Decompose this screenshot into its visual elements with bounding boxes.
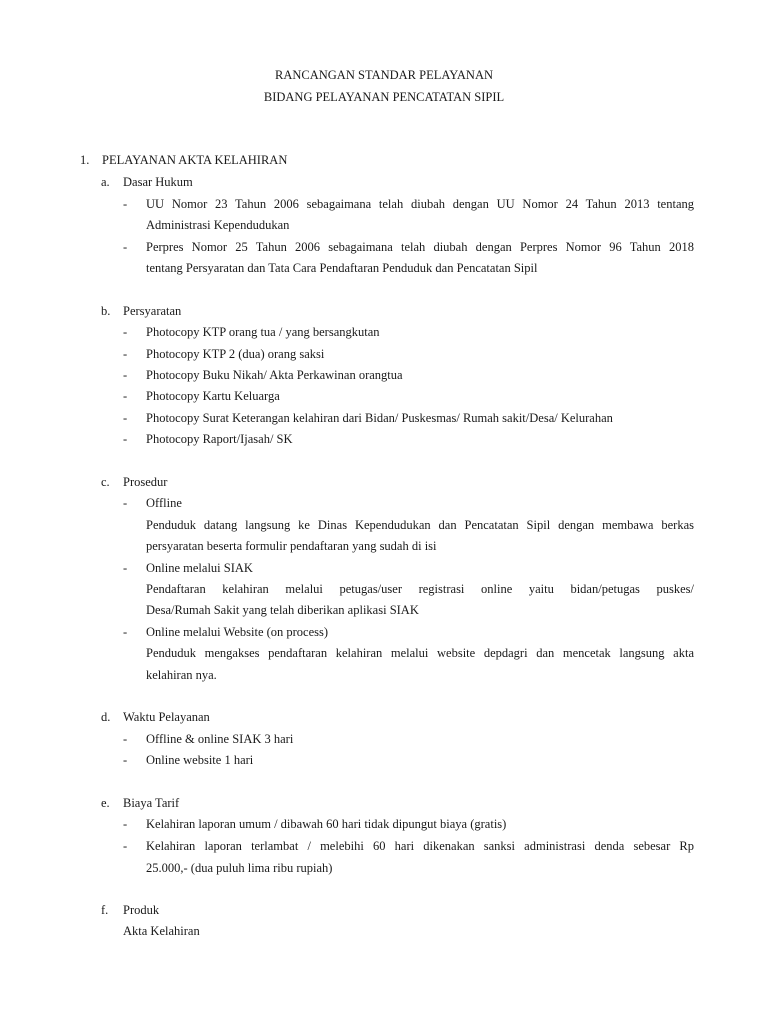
procedure-text: Desa/Rumah Sakit yang telah diberikan aplikasi SIAK xyxy=(146,603,419,617)
bullet-dash: - xyxy=(123,325,128,339)
doc-title-2: BIDANG PELAYANAN PENCATATAN SIPIL xyxy=(263,90,505,104)
doc-title-1: RANCANGAN STANDAR PELAYANAN xyxy=(275,68,493,82)
subsection-d-title: Waktu Pelayanan xyxy=(123,710,210,724)
procedure-text: kelahiran nya. xyxy=(146,668,217,682)
subsection-c-title: Prosedur xyxy=(123,475,168,489)
bullet-dash: - xyxy=(123,389,128,403)
subsection-e-title: Biaya Tarif xyxy=(123,796,180,810)
subsection-b-letter: b. xyxy=(101,304,111,318)
legal-basis-line: UU Nomor 23 Tahun 2006 sebagaimana telah diubah dengan UU Nomor 24 Tahun 2013 tentang xyxy=(146,197,694,211)
requirement-item: Photocopy Surat Keterangan kelahiran dari Bidan/ Puskesmas/ Rumah sakit/Desa/ Kelurahan xyxy=(146,411,613,425)
requirement-item: Photocopy Buku Nikah/ Akta Perkawinan orangtua xyxy=(146,368,403,382)
procedure-text: persyaratan beserta formulir pendaftaran yang sudah di isi xyxy=(146,539,437,553)
legal-basis-line: Perpres Nomor 25 Tahun 2006 sebagaimana telah diubah dengan Perpres Nomor 96 Tahun 2018 xyxy=(146,240,694,254)
bullet-dash: - xyxy=(123,839,128,853)
subsection-f-title: Produk xyxy=(123,903,160,917)
subsection-a-title: Dasar Hukum xyxy=(123,175,193,189)
subsection-f-letter: f. xyxy=(101,903,109,917)
bullet-dash: - xyxy=(123,197,128,211)
subsection-e-letter: e. xyxy=(101,796,110,810)
bullet-dash: - xyxy=(123,625,128,639)
procedure-text: Penduduk datang langsung ke Dinas Kependudukan dan Pencatatan Sipil dengan membawa berkas xyxy=(146,518,694,532)
bullet-dash: - xyxy=(123,368,128,382)
subsection-a-letter: a. xyxy=(101,175,110,189)
section-title: PELAYANAN AKTA KELAHIRAN xyxy=(102,153,288,167)
bullet-dash: - xyxy=(123,411,128,425)
requirement-item: Photocopy KTP orang tua / yang bersangkutan xyxy=(146,325,380,339)
procedure-text: Penduduk mengakses pendaftaran kelahiran melalui website depdagri dan mencetak langsung akta xyxy=(146,646,694,660)
bullet-dash: - xyxy=(123,432,128,446)
bullet-dash: - xyxy=(123,496,128,510)
bullet-dash: - xyxy=(123,732,128,746)
procedure-text: Pendaftaran kelahiran melalui petugas/user registrasi online yaitu bidan/petugas puskes/ xyxy=(146,582,694,596)
bullet-dash: - xyxy=(123,561,128,575)
subsection-c-letter: c. xyxy=(101,475,110,489)
product-value: Akta Kelahiran xyxy=(123,924,200,938)
bullet-dash: - xyxy=(123,347,128,361)
bullet-dash: - xyxy=(123,817,128,831)
bullet-dash: - xyxy=(123,753,128,767)
section-number: 1. xyxy=(80,153,90,167)
service-time-item: Offline & online SIAK 3 hari xyxy=(146,732,294,746)
requirement-item: Photocopy Kartu Keluarga xyxy=(146,389,280,403)
requirement-item: Photocopy Raport/Ijasah/ SK xyxy=(146,432,293,446)
procedure-label: Online melalui SIAK xyxy=(146,561,253,575)
procedure-label: Online melalui Website (on process) xyxy=(146,625,329,639)
legal-basis-line: Administrasi Kependudukan xyxy=(146,218,290,232)
requirement-item: Photocopy KTP 2 (dua) orang saksi xyxy=(146,347,325,361)
procedure-label: Offline xyxy=(146,496,182,510)
fee-item: Kelahiran laporan terlambat / melebihi 60 hari dikenakan sanksi administrasi denda sebesar Rp xyxy=(146,839,694,853)
legal-basis-line: tentang Persyaratan dan Tata Cara Pendaftaran Penduduk dan Pencatatan Sipil xyxy=(146,261,538,275)
bullet-dash: - xyxy=(123,240,128,254)
fee-item: Kelahiran laporan umum / dibawah 60 hari tidak dipungut biaya (gratis) xyxy=(146,817,507,831)
subsection-d-letter: d. xyxy=(101,710,111,724)
fee-item: 25.000,- (dua puluh lima ribu rupiah) xyxy=(146,861,333,875)
service-time-item: Online website 1 hari xyxy=(146,753,254,767)
subsection-b-title: Persyaratan xyxy=(123,304,182,318)
